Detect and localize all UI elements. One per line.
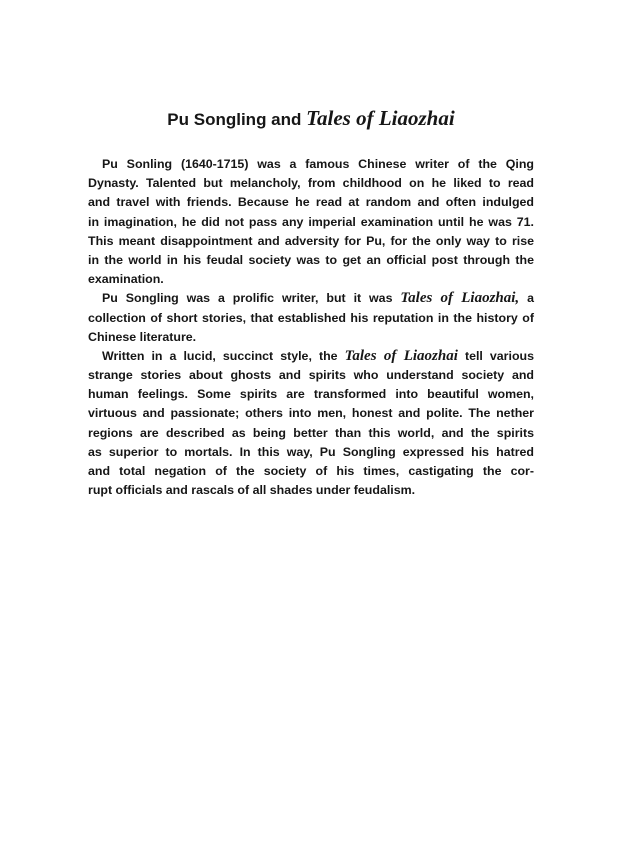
line-text: rupt officials and rascals of all shades under feudalism. (88, 483, 416, 498)
text-line (88, 443, 534, 462)
line-text: human feelings. Some spirits are transformed into beautiful women, (88, 387, 534, 402)
text-line (88, 213, 534, 232)
text-line (88, 174, 534, 193)
line-text: virtuous and passionate; others into men, honest and polite. The nether (88, 406, 534, 421)
text-line (88, 404, 534, 423)
body-text (88, 155, 534, 500)
line-text: in the world in his feudal society was to get an official post through the (88, 252, 534, 267)
line-text: strange stories about ghosts and spirits who understand society and (88, 368, 534, 383)
line-text: tell various (457, 348, 534, 363)
line-text: in imagination, he did not pass any imperial examination until he was 71. (88, 214, 534, 229)
italic-title: Tales of Liaozhai, (400, 290, 520, 307)
text-line (88, 424, 534, 443)
text-line (88, 270, 534, 289)
line-text: Dynasty. Talented but melancholy, from childhood on he liked to read (88, 176, 534, 191)
line-text: and total negation of the society of his times, castigating the cor- (88, 464, 534, 478)
text-line (88, 251, 534, 270)
title-italic: Tales of Liaozhai (306, 106, 455, 130)
line-text: Pu Songling was a prolific writer, but it was (102, 291, 401, 306)
line-text: as superior to mortals. In this way, Pu Songling expressed his hatred (88, 444, 534, 459)
text-line (88, 155, 534, 174)
text-line (88, 232, 534, 251)
title-text: Pu Songling and (167, 110, 307, 129)
text-line (88, 309, 534, 328)
text-line (88, 328, 534, 347)
text-line (88, 347, 534, 366)
text-line (88, 462, 534, 481)
text-line (88, 289, 534, 308)
line-text: and travel with friends. Because he read at random and often indulged (88, 195, 534, 210)
italic-title: Tales of Liaozhai (344, 347, 458, 364)
page-title (0, 106, 622, 131)
line-text: a (519, 291, 534, 306)
line-text: regions are described as being better than this world, and the spirits (88, 425, 534, 440)
line-text: Written in a lucid, succinct style, the (102, 348, 345, 363)
line-text: This meant disappointment and adversity for Pu, for the only way to rise (88, 233, 534, 248)
text-line (88, 366, 534, 385)
line-text: examination. (88, 272, 164, 287)
line-text: collection of short stories, that established his reputation in the history of (88, 310, 534, 325)
line-text: Pu Sonling (1640-1715) was a famous Chinese writer of the Qing (102, 157, 534, 171)
text-line (88, 385, 534, 404)
text-line (88, 481, 534, 500)
line-text: Chinese literature. (88, 329, 197, 344)
text-line (88, 193, 534, 212)
